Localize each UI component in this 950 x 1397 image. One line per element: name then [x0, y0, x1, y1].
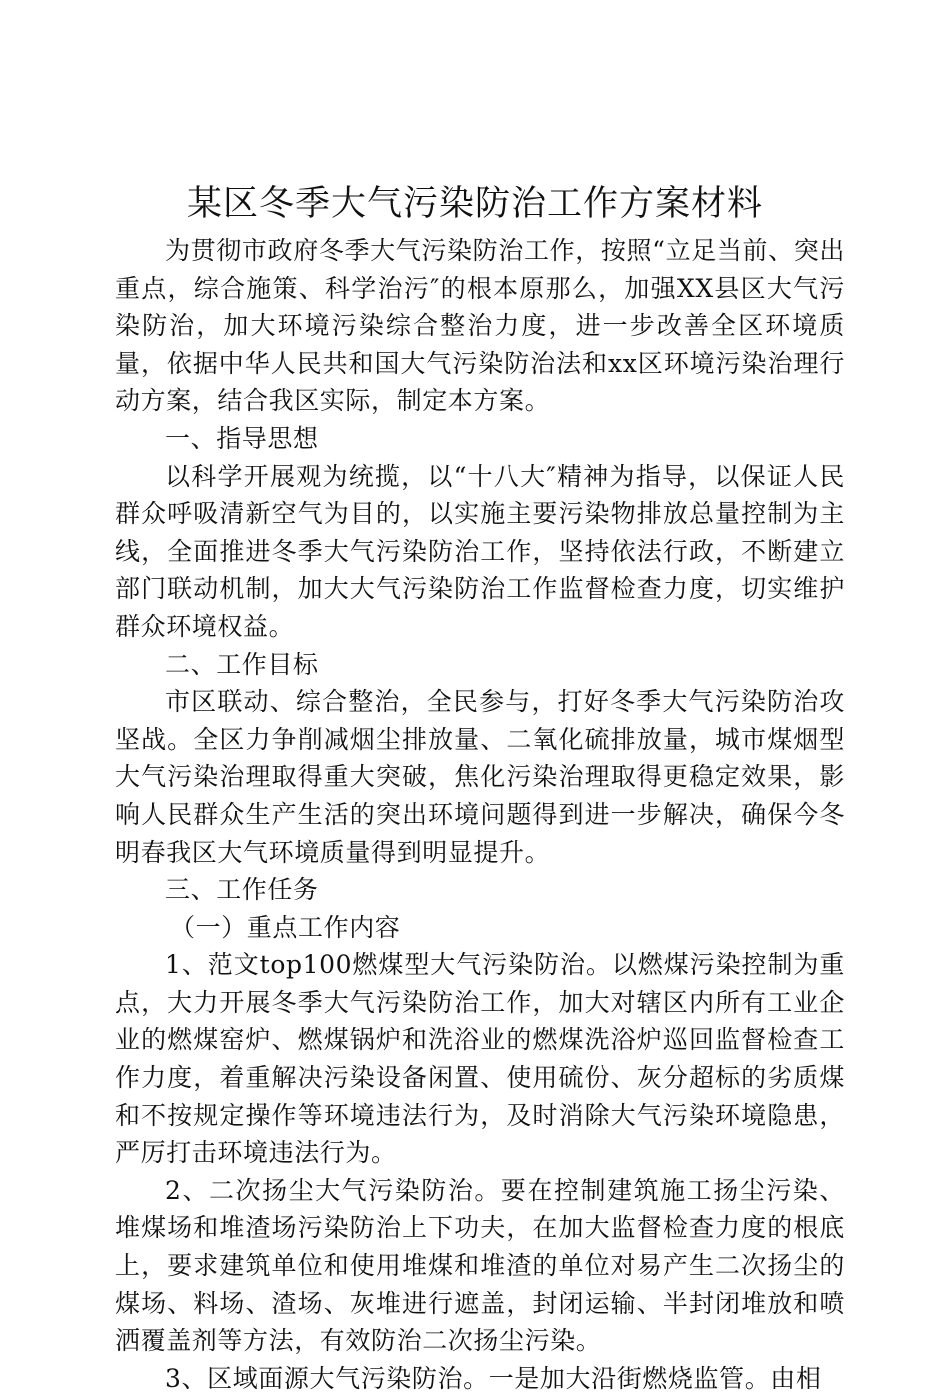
- intro-paragraph: 为贯彻市政府冬季大气污染防治工作，按照“立足当前、突出重点，综合施策、科学治污″的根本原那么，加强XX县区大气污染防治，加大环境污染综合整治力度，进一步改善全区环境质量，依据中华人民共和国大气污染防治法和xx区环境污染治理行动方案，结合我区实际，制定本方案。: [115, 236, 845, 416]
- task-paragraph-dust-pollution: 2、二次扬尘大气污染防治。要在控制建筑施工扬尘污染、堆煤场和堆渣场污染防治上下功夫，在加大监督检查力度的根底上，要求建筑单位和使用堆煤和堆渣的单位对易产生二次扬尘的煤场、料场、渣场、灰堆进行遮盖，封闭运输、半封闭堆放和喷洒覆盖剂等方法，有效防治二次扬尘污染。: [115, 1175, 845, 1356]
- task-paragraph-area-source-pollution: 3、区域面源大气污染防治。一是加大沿街燃烧监管。由相: [165, 1363, 822, 1393]
- section-heading-work-goals: 二、工作目标: [165, 649, 319, 679]
- guiding-ideology-paragraph: 以科学开展观为统揽，以“十八大″精神为指导，以保证人民群众呼吸清新空气为目的，以实施主要污染物排放总量控制为主线，全面推进冬季大气污染防治工作，坚持依法行政，不断建立部门联动机制，加大大气污染防治工作监督检查力度，切实维护群众环境权益。: [115, 461, 845, 641]
- section-heading-work-tasks: 三、工作任务: [165, 875, 319, 905]
- work-goals-paragraph: 市区联动、综合整治，全民参与，打好冬季大气污染防治攻坚战。全区力争削减烟尘排放量、二氧化硫排放量，城市煤烟型大气污染治理取得重大突破，焦化污染治理取得更稳定效果，影响人民群众生产生活的突出环境问题得到进一步解决，确保今冬明春我区大气环境质量得到明显提升。: [115, 687, 845, 867]
- document-body: [115, 232, 845, 1397]
- subsection-heading-key-work: （一）重点工作内容: [170, 912, 401, 942]
- task-paragraph-coal-pollution: 1、范文top100燃煤型大气污染防治。以燃煤污染控制为重点，大力开展冬季大气污染防治工作，加大对辖区内所有工业企业的燃煤窑炉、燃煤锅炉和洗浴业的燃煤洗浴炉巡回监督检查工作力度，着重解决污染设备闲置、使用硫份、灰分超标的劣质煤和不按规定操作等环境违法行为，及时消除大气污染环境隐患，严厉打击环境违法行为。: [115, 950, 845, 1168]
- section-heading-guiding-ideology: 一、指导思想: [165, 423, 319, 453]
- document-title: 某区冬季大气污染防治工作方案材料: [186, 184, 763, 224]
